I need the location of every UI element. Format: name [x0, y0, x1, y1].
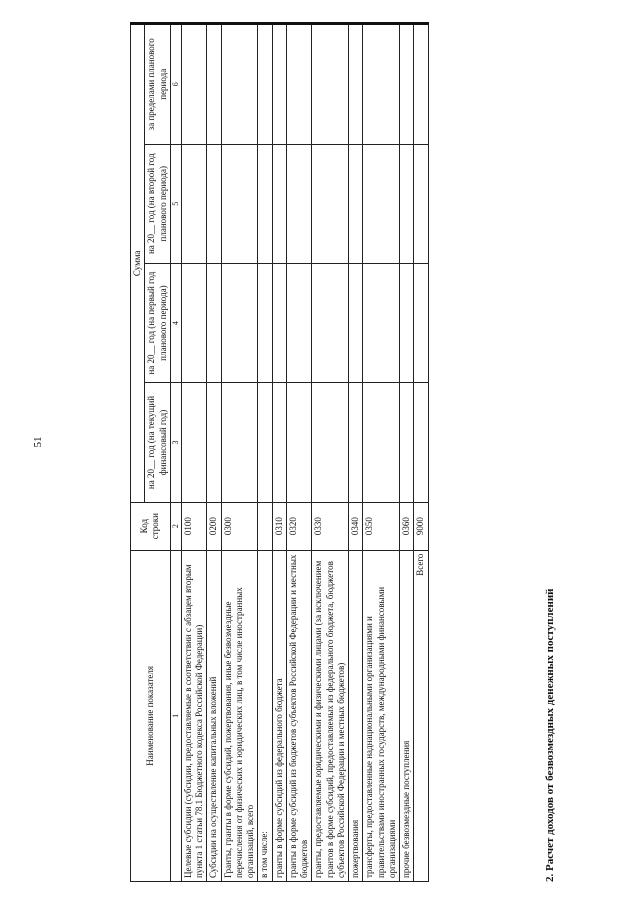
table-row	[363, 24, 400, 882]
column-index: 3	[170, 383, 181, 502]
header-col4: на 20__ год (на первый год планового периода)	[145, 263, 171, 382]
value-cell[interactable]	[349, 24, 363, 145]
total-code: 9000	[414, 502, 428, 550]
value-cell[interactable]	[272, 263, 286, 382]
value-cell	[258, 263, 272, 382]
column-index-row	[170, 24, 181, 882]
table-row	[221, 24, 258, 882]
value-cell[interactable]	[207, 383, 221, 502]
row-code: 0300	[221, 502, 258, 550]
row-code: 0330	[312, 502, 349, 550]
value-cell	[258, 383, 272, 502]
value-cell[interactable]	[221, 263, 258, 382]
table-row	[272, 24, 286, 882]
value-cell[interactable]	[286, 263, 312, 382]
value-cell[interactable]	[272, 24, 286, 145]
row-code: 0340	[349, 502, 363, 550]
value-cell[interactable]	[312, 144, 349, 263]
value-cell[interactable]	[286, 24, 312, 145]
value-cell[interactable]	[207, 24, 221, 145]
table-row	[258, 24, 272, 882]
value-cell[interactable]	[272, 383, 286, 502]
row-name: пожертвования	[349, 550, 363, 881]
header-code: Код строки	[131, 502, 171, 550]
value-cell[interactable]	[414, 24, 428, 145]
value-cell[interactable]	[363, 263, 400, 382]
table-row	[207, 24, 221, 882]
value-cell	[258, 144, 272, 263]
row-name: Гранты, гранты в форме субсидий, пожертвования, иные безвозмездные перечисления от физических и юридических лиц, в том числе иностранных организаций, всего	[221, 550, 258, 881]
row-code: 0310	[272, 502, 286, 550]
header-row	[131, 24, 145, 882]
table-row	[400, 24, 414, 882]
value-cell[interactable]	[363, 383, 400, 502]
row-name: Субсидии на осуществление капитальных вложений	[207, 550, 221, 881]
value-cell[interactable]	[363, 144, 400, 263]
value-cell[interactable]	[286, 383, 312, 502]
value-cell[interactable]	[400, 24, 414, 145]
row-code: 0320	[286, 502, 312, 550]
total-label: Всего	[414, 550, 428, 881]
value-cell[interactable]	[414, 263, 428, 382]
total-row	[414, 24, 428, 882]
value-cell[interactable]	[272, 144, 286, 263]
value-cell[interactable]	[349, 263, 363, 382]
column-index: 1	[170, 550, 181, 881]
row-name: прочие безвозмездные поступления	[400, 550, 414, 881]
value-cell[interactable]	[181, 383, 207, 502]
value-cell[interactable]	[400, 383, 414, 502]
section-title: 2. Расчет доходов от безвозмездных денежных поступлений	[544, 588, 556, 882]
row-code: 0350	[363, 502, 400, 550]
value-cell	[258, 24, 272, 145]
header-name: Наименование показателя	[131, 550, 171, 881]
value-cell[interactable]	[207, 263, 221, 382]
header-sum: Сумма	[131, 24, 145, 503]
value-cell[interactable]	[414, 383, 428, 502]
value-cell[interactable]	[181, 263, 207, 382]
table-row	[312, 24, 349, 882]
row-name: гранты, предоставляемые юридическими и физическими лицами (за исключением грантов в форме субсидий, предоставляемых из федерального бюджета, бюджетов субъектов Российской Федерации и местных бюджетов)	[312, 550, 349, 881]
row-name: Целевые субсидии (субсидии, предоставляемые в соответствии с абзацем вторым пункта 1 статьи 78.1 Бюджетного кодекса Российской Федерации)	[181, 550, 207, 881]
revenue-table	[130, 22, 429, 882]
value-cell[interactable]	[400, 144, 414, 263]
value-cell[interactable]	[414, 144, 428, 263]
value-cell[interactable]	[181, 144, 207, 263]
row-code	[258, 502, 272, 550]
table-row	[349, 24, 363, 882]
column-index: 5	[170, 144, 181, 263]
rotated-page-content	[40, 22, 600, 882]
value-cell[interactable]	[400, 263, 414, 382]
row-name: гранты в форме субсидий из бюджетов субъектов Российской Федерации и местных бюджетов	[286, 550, 312, 881]
column-index: 4	[170, 263, 181, 382]
value-cell[interactable]	[221, 383, 258, 502]
value-cell[interactable]	[286, 144, 312, 263]
table-row	[286, 24, 312, 882]
value-cell[interactable]	[312, 263, 349, 382]
table-row	[181, 24, 207, 882]
value-cell[interactable]	[363, 24, 400, 145]
row-code: 0100	[181, 502, 207, 550]
value-cell[interactable]	[312, 383, 349, 502]
header-col5: на 20__ год (на второй год планового периода)	[145, 144, 171, 263]
row-name: в том числе:	[258, 550, 272, 881]
value-cell[interactable]	[221, 24, 258, 145]
column-index: 2	[170, 502, 181, 550]
header-col6: за пределами планового периода	[145, 24, 171, 145]
value-cell[interactable]	[221, 144, 258, 263]
value-cell[interactable]	[312, 24, 349, 145]
row-code: 0360	[400, 502, 414, 550]
row-code: 0200	[207, 502, 221, 550]
row-name: трансферты, предоставленные наднациональными организациями и правительствами иностранных государств, международными финансовыми организациями	[363, 550, 400, 881]
header-col3: на 20__ год (на текущий финансовый год)	[145, 383, 171, 502]
value-cell[interactable]	[181, 24, 207, 145]
value-cell[interactable]	[207, 144, 221, 263]
column-index: 6	[170, 24, 181, 145]
page-number: 51	[32, 436, 44, 448]
row-name: гранты в форме субсидий из федерального бюджета	[272, 550, 286, 881]
value-cell[interactable]	[349, 383, 363, 502]
value-cell[interactable]	[349, 144, 363, 263]
